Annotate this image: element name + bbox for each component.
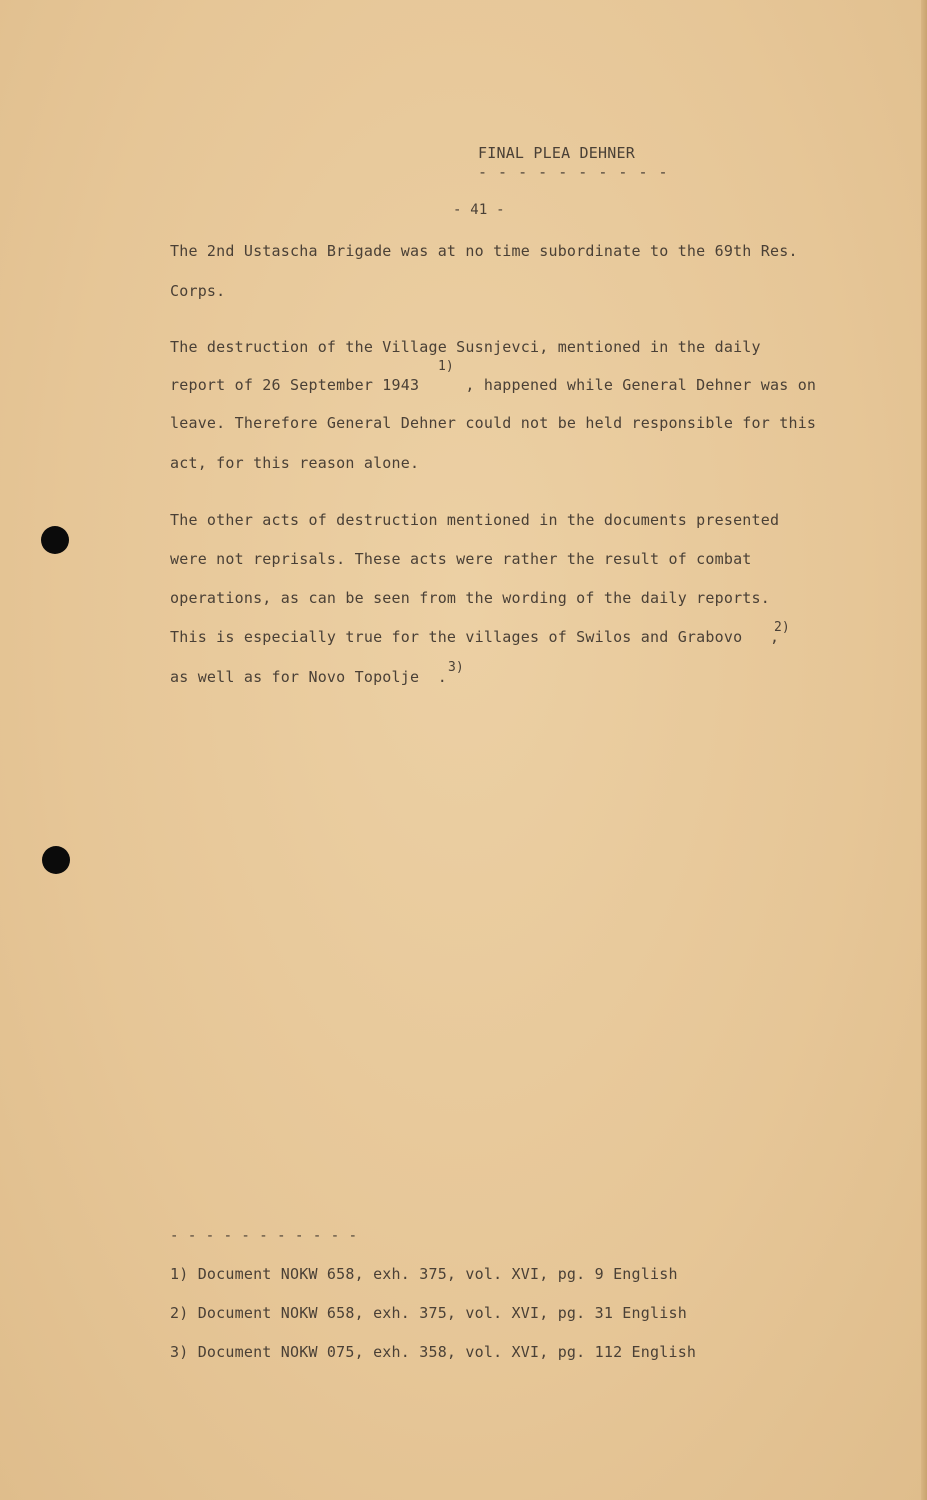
paragraph-3-line-2: were not reprisals. These acts were rather the result of combat — [170, 550, 752, 568]
title-underline: - - - - - - - - - - — [478, 163, 669, 181]
paragraph-3-line-5: as well as for Novo Topolje . — [170, 668, 447, 686]
paragraph-3-line-1: The other acts of destruction mentioned in the documents presented — [170, 511, 780, 529]
footnote-separator: - - - - - - - - - - - — [170, 1228, 358, 1244]
paragraph-2-line-4: act, for this reason alone. — [170, 454, 420, 472]
footnote-ref-2: 2) — [774, 620, 790, 635]
footnote-2: 2) Document NOKW 658, exh. 375, vol. XVI, pg. 31 English — [170, 1304, 687, 1322]
paragraph-2-line-2: report of 26 September 1943 , happened while General Dehner was on — [170, 376, 817, 394]
footnote-ref-3: 3) — [448, 660, 464, 675]
paragraph-2-line-3: leave. Therefore General Dehner could not be held responsible for this — [170, 414, 817, 432]
footnote-1: 1) Document NOKW 658, exh. 375, vol. XVI, pg. 9 English — [170, 1265, 678, 1283]
paragraph-3-line-4: This is especially true for the villages of Swilos and Grabovo , — [170, 628, 780, 646]
paragraph-1-line-2: Corps. — [170, 282, 226, 300]
punch-hole-top — [41, 526, 69, 554]
page-number: - 41 - — [453, 202, 505, 218]
paragraph-3-line-3: operations, as can be seen from the wording of the daily reports. — [170, 589, 770, 607]
punch-hole-bottom — [42, 846, 70, 874]
footnote-3: 3) Document NOKW 075, exh. 358, vol. XVI, pg. 112 English — [170, 1343, 697, 1361]
footnote-ref-1: 1) — [438, 359, 454, 374]
paragraph-2-line-1: The destruction of the Village Susnjevci, mentioned in the daily — [170, 338, 761, 356]
document-title: FINAL PLEA DEHNER — [478, 144, 635, 162]
paragraph-1-line-1: The 2nd Ustascha Brigade was at no time subordinate to the 69th Res. — [170, 242, 798, 260]
page-edge — [921, 0, 927, 1500]
